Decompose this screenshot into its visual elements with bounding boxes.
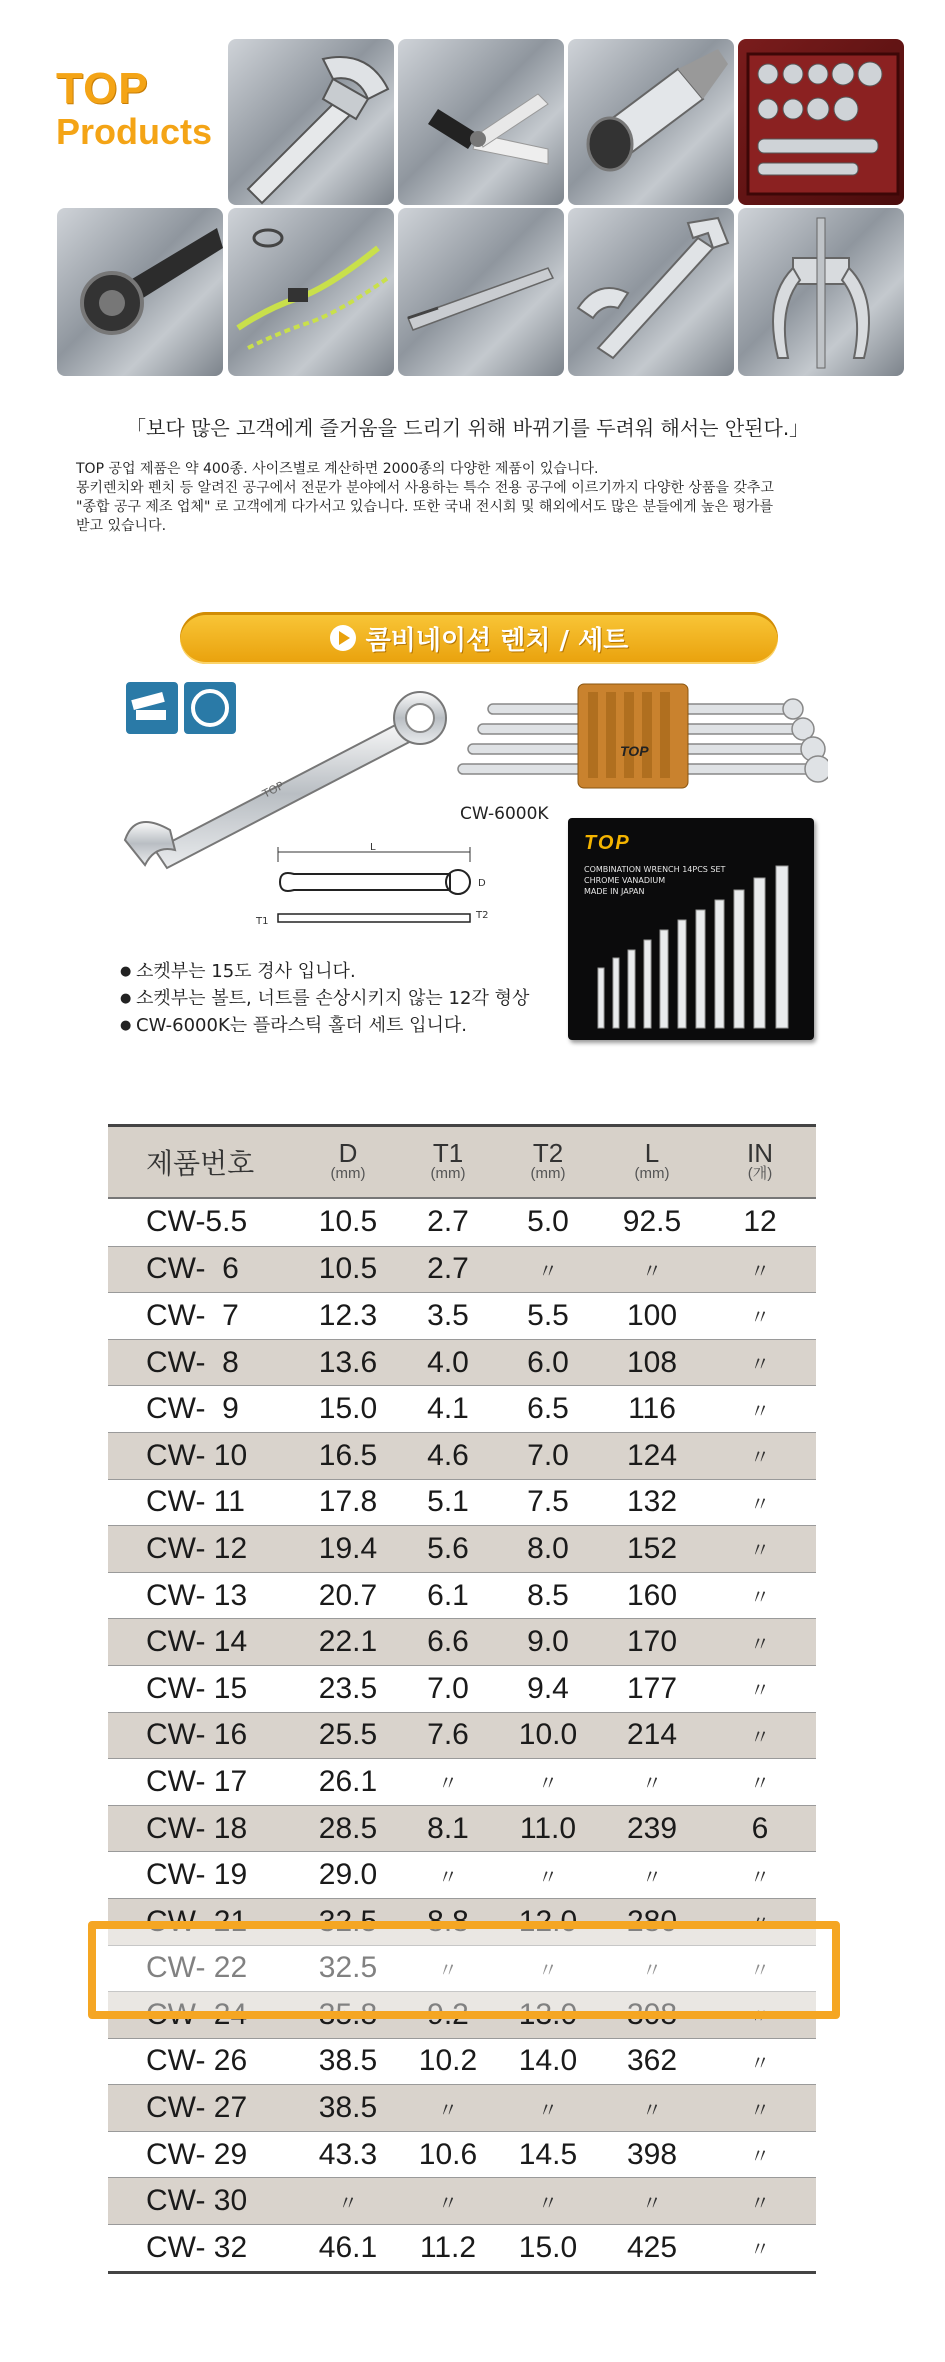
cell-value: 〃 [642,2192,662,2215]
cell-value: 7.0 [427,1671,469,1705]
cell-model: CW- 6 [146,1252,239,1286]
table-row [108,1432,816,1479]
cell-value: 〃 [750,1959,770,1982]
table-row [108,1851,816,1898]
cell-value: 6 [751,1811,769,1845]
feature-item: ● 소켓부는 15도 경사 입니다. [120,958,529,985]
pouch-line: COMBINATION WRENCH 14PCS SET [584,865,726,874]
section-banner [180,612,778,664]
dimension-diagram [250,842,500,942]
cell-value: 〃 [438,2192,458,2215]
pliers-tile [398,39,564,205]
table-row [108,1618,816,1665]
cell-value: 12 [743,1205,777,1239]
cell-model: CW- 32 [146,2230,248,2264]
pouch-line: MADE IN JAPAN [584,887,645,896]
cell-value: 12.3 [318,1298,378,1332]
cell-value: 152 [626,1531,678,1565]
adjustable-wrench-tile [228,39,394,205]
table-row [108,1339,816,1386]
pouch-wrenches-icon [568,818,814,1040]
cell-value: 124 [626,1438,678,1472]
table-row [108,2084,816,2131]
cell-value: 13.6 [318,1345,378,1379]
wrench-pouch-image [568,818,814,1040]
cell-value: 〃 [538,1773,558,1796]
diagram-label-t1: T1 [256,916,269,927]
cell-value: 92.5 [622,1205,682,1239]
cell-value: 398 [626,2137,678,2171]
cell-value: 10.5 [318,1252,378,1286]
cell-value: 〃 [438,1773,458,1796]
cell-value: 6.1 [427,1578,469,1612]
table-row [108,2177,816,2224]
cell-model: CW- 8 [146,1345,239,1379]
cell-value: 〃 [750,2192,770,2215]
cell-value: 〃 [438,1866,458,1889]
cell-value: 100 [626,1298,678,1332]
cell-value: 8.8 [427,1904,469,1938]
table-row [108,1572,816,1619]
cell-value: 〃 [538,1260,558,1283]
table-row [108,1479,816,1526]
cell-value: 26.1 [318,1764,378,1798]
table-row [108,2131,816,2178]
cell-value: 〃 [750,1400,770,1423]
cell-value: 〃 [750,2052,770,2075]
cell-value: 6.5 [527,1392,569,1426]
cell-value: 〃 [538,2192,558,2215]
diagram-label-d: D [478,878,486,889]
table-header [108,1127,816,1199]
cell-value: 11.0 [519,1811,577,1845]
adjustable-wrench-icon [228,39,394,205]
cell-model: CW- 14 [146,1625,248,1659]
cell-value: 5.6 [427,1531,469,1565]
cell-value: 25.5 [318,1718,378,1752]
cell-value: 〃 [538,1959,558,1982]
header-t2: T2 (mm) [530,1138,566,1182]
header-l: L (mm) [634,1138,670,1182]
cell-value: 16.5 [318,1438,378,1472]
cell-value: 308 [626,1997,678,2031]
cell-model: CW- 18 [146,1811,248,1845]
cell-value: 19.4 [318,1531,378,1565]
cell-value: 9.4 [527,1671,569,1705]
cell-value: 9.2 [427,1997,469,2031]
cell-value: 13.0 [518,1997,578,2031]
cell-value: 11.2 [419,2230,477,2264]
cell-model: CW- 24 [146,1997,248,2031]
cell-value: 160 [626,1578,678,1612]
socket-set-icon [738,39,904,205]
cell-model: CW- 12 [146,1531,248,1565]
cell-value: 46.1 [318,2230,378,2264]
cell-value: 〃 [750,2099,770,2122]
cell-value: 14.0 [518,2044,578,2078]
cell-value: 425 [626,2230,678,2264]
ratchet-wrench-icon [57,208,223,376]
cell-value: 170 [626,1625,678,1659]
intro-line: 몽키렌치와 펜치 등 알려진 공구에서 전문가 분야에서 사용하는 특수 전용 공구에 이르기까지 다양한 상품을 갖추고 [76,480,774,496]
cell-model: CW- 9 [146,1392,239,1426]
safety-cord-icon [228,208,394,376]
cell-value: 14.5 [518,2137,578,2171]
cell-value: 〃 [642,1866,662,1889]
cell-value: 〃 [750,2239,770,2262]
table-row [108,1525,816,1572]
play-icon [330,625,356,651]
cell-value: 8.5 [527,1578,569,1612]
cell-model: CW- 29 [146,2137,248,2171]
table-row [108,1758,816,1805]
cell-value: 5.0 [527,1205,569,1239]
feature-item: ● 소켓부는 볼트, 너트를 손상시키지 않는 12각 형상 [120,985,529,1012]
cell-value: 4.1 [427,1392,469,1426]
cell-value: 5.5 [527,1298,569,1332]
section-title: 콤비네이션 렌치 / 세트 [365,625,629,656]
cell-model: CW- 7 [146,1298,239,1332]
svg-text:TOP: TOP [620,743,649,759]
cell-value: 38.5 [318,2091,378,2125]
gear-puller-tile [738,208,904,376]
pouch-logo: TOP [584,832,631,854]
cell-value: 239 [626,1811,678,1845]
socket-icon [568,39,734,205]
cell-value: 7.0 [527,1438,569,1472]
cell-value: 〃 [750,1540,770,1563]
cell-value: 10.0 [518,1718,578,1752]
cell-value: 362 [626,2044,678,2078]
cell-value: 35.8 [318,1997,378,2031]
table-row [108,1805,816,1852]
cell-model: CW- 21 [146,1904,248,1938]
cell-value: 〃 [750,1447,770,1470]
cell-value: 〃 [642,1260,662,1283]
pouch-line: CHROME VANADIUM [584,876,666,885]
cell-value: 10.5 [318,1205,378,1239]
table-row [108,1292,816,1339]
feature-item: ● CW-6000K는 플라스틱 홀더 세트 입니다. [120,1012,529,1039]
cell-value: 214 [626,1718,678,1752]
open-end-wrench-tile [568,208,734,376]
cell-value: 43.3 [318,2137,378,2171]
table-row [108,1385,816,1432]
spec-table [108,1124,816,2274]
header-in: IN (개) [747,1138,773,1182]
header-d: D (mm) [330,1138,366,1182]
open-end-wrench-icon [568,208,734,376]
intro-text [76,460,886,536]
cell-value: 4.0 [427,1345,469,1379]
cell-model: CW- 16 [146,1718,248,1752]
cell-value: 177 [626,1671,678,1705]
cell-value: 〃 [750,1633,770,1656]
cell-value: 28.5 [318,1811,378,1845]
brand-line1: TOP [56,64,149,113]
table-row [108,2224,816,2271]
intro-line: TOP 공업 제품은 약 400종. 사이즈별로 계산하면 2000종의 다양한 제품이 있습니다. [76,461,599,477]
cell-value: 3.5 [427,1298,469,1332]
cell-value: 〃 [750,1726,770,1749]
cell-value: 〃 [438,2099,458,2122]
cell-value: 〃 [750,1354,770,1377]
slogan: 「보다 많은 고객에게 즐거움을 드리기 위해 바뀌기를 두려워 해서는 안된다.」 [126,416,810,440]
cell-value: 15.0 [318,1392,378,1426]
cell-value: 〃 [750,1913,770,1936]
cell-model: CW- 26 [146,2044,248,2078]
cell-model: CW- 17 [146,1764,248,1798]
cell-value: 〃 [642,1773,662,1796]
cell-model: CW-5.5 [146,1205,248,1239]
cell-value: 7.6 [427,1718,469,1752]
table-row [108,1712,816,1759]
cell-value: 〃 [438,1959,458,1982]
cell-value: 〃 [750,1866,770,1889]
feature-list [120,958,529,1039]
diagram-label-l: L [370,842,376,853]
cell-value: 280 [626,1904,678,1938]
cell-value: 23.5 [318,1671,378,1705]
cell-value: 5.1 [427,1485,469,1519]
cell-value: 132 [626,1485,678,1519]
svg-text:TOP: TOP [260,779,286,801]
intro-line: "종합 공구 제조 업체" 로 고객에게 다가서고 있습니다. 또한 국내 전시회 및 해외에서도 많은 분들에게 높은 평가를 [76,499,774,515]
cell-value: 8.0 [527,1531,569,1565]
cell-value: 17.8 [318,1485,378,1519]
cell-value: 〃 [642,2099,662,2122]
cell-model: CW- 10 [146,1438,248,1472]
diagram-label-t2: T2 [476,910,489,921]
cell-model: CW- 30 [146,2184,248,2218]
cell-value: 8.1 [427,1811,469,1845]
cell-value: 〃 [538,2099,558,2122]
brand-line2: Products [56,111,213,152]
highlight-box [88,1921,840,2019]
cell-value: 38.5 [318,2044,378,2078]
header-t1: T1 (mm) [430,1138,466,1182]
cell-value: 〃 [338,2192,358,2215]
table-row [108,1665,816,1712]
header-model: 제품번호 [146,1148,255,1179]
cell-model: CW- 19 [146,1858,248,1892]
ratchet-wrench-tile [57,208,223,376]
cell-model: CW- 13 [146,1578,248,1612]
cell-value: 2.7 [427,1205,469,1239]
socket-tile [568,39,734,205]
cell-value: 116 [628,1392,676,1426]
cell-value: 〃 [750,1587,770,1610]
socket-set-tile [738,39,904,205]
cell-value: 32.5 [318,1951,378,1985]
cell-model: CW- 11 [146,1485,245,1519]
wrench-set-holder-image [448,682,828,794]
set-model-label: CW-6000K [460,804,549,824]
cell-value: 20.7 [318,1578,378,1612]
gear-puller-icon [738,208,904,376]
cell-value: 10.6 [418,2137,478,2171]
intro-line: 받고 있습니다. [76,518,167,534]
cell-value: 9.0 [527,1625,569,1659]
cell-value: 4.6 [427,1438,469,1472]
cell-value: 12.0 [518,1904,578,1938]
cell-value: 15.0 [518,2230,578,2264]
brand-logo [56,66,226,152]
cell-value: 10.2 [418,2044,478,2078]
cell-value: 2.7 [427,1252,469,1286]
table-row [108,1246,816,1293]
cell-value: 7.5 [527,1485,569,1519]
cell-value: 108 [626,1345,678,1379]
cell-value: 〃 [750,1260,770,1283]
cell-value: 〃 [750,2146,770,2169]
cell-value: 6.6 [427,1625,469,1659]
cell-value: 〃 [750,1680,770,1703]
pliers-icon [398,39,564,205]
cell-model: CW- 27 [146,2091,248,2125]
table-row [108,2038,816,2085]
cell-value: 〃 [750,2006,770,2029]
table-row [108,1199,816,1246]
screwdriver-tile [398,208,564,376]
cell-value: 〃 [538,1866,558,1889]
cell-model: CW- 22 [146,1951,248,1985]
cell-value: 6.0 [527,1345,569,1379]
cell-value: 32.5 [318,1904,378,1938]
cell-value: 〃 [642,1959,662,1982]
cell-value: 22.1 [318,1625,378,1659]
cell-value: 〃 [750,1307,770,1330]
safety-cord-tile [228,208,394,376]
cell-value: 29.0 [318,1858,378,1892]
cell-value: 〃 [750,1493,770,1516]
table-body [108,1199,816,2271]
cell-model: CW- 15 [146,1671,248,1705]
cell-value: 〃 [750,1773,770,1796]
screwdriver-icon [398,208,564,376]
